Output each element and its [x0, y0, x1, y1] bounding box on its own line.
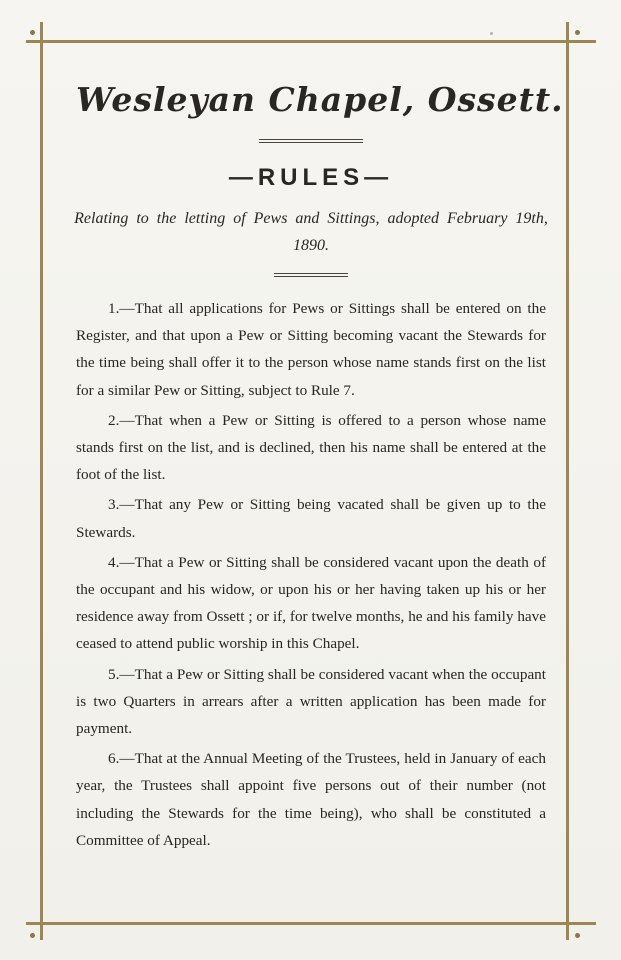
divider — [274, 273, 348, 277]
rule-item: 2.—That when a Pew or Sitting is offered to a person whose name stands first on the list, and is declined, then his name shall be entered at the foot of the list. — [76, 411, 546, 484]
corner-dot-icon — [575, 30, 580, 35]
border-bottom-line — [26, 922, 596, 925]
subtitle: Relating to the letting of Pews and Sittings, adopted February 19th, 1890. — [74, 210, 548, 254]
corner-dot-icon — [30, 30, 35, 35]
corner-dot-icon — [30, 933, 35, 938]
border-right-line — [566, 22, 569, 940]
document-body — [74, 70, 564, 857]
rule-item: 3.—That any Pew or Sitting being vacated shall be given up to the Stewards. — [76, 496, 546, 541]
paper-mark — [490, 32, 493, 35]
page-title: Wesleyan Chapel, Ossett. — [76, 80, 564, 119]
rule-item: 4.—That a Pew or Sitting shall be considered vacant upon the death of the occupant and his widow, or upon his or her having taken up his or her residence away from Ossett ; or if, for twelve months, he and his family have ceased to attend public worship in this Chapel. — [76, 553, 546, 653]
border-top-line — [26, 40, 596, 43]
corner-dot-icon — [575, 933, 580, 938]
rules-heading: —RULES— — [228, 164, 394, 191]
rule-item: 5.—That a Pew or Sitting shall be considered vacant when the occupant is two Quarters in arrears after a written application has been made for payment. — [76, 665, 546, 738]
rules-list — [76, 295, 546, 854]
border-left-line — [40, 22, 43, 940]
rule-item: 1.—That all applications for Pews or Sittings shall be entered on the Register, and that upon a Pew or Sitting becoming vacant the Stewards for the time being shall offer it to the person whose name stands first on the list for a similar Pew or Sitting, subject to Rule 7. — [76, 300, 546, 399]
rule-item: 6.—That at the Annual Meeting of the Trustees, held in January of each year, the Trustees shall appoint five persons out of their number (not including the Stewards for the time being), who shall be constituted a Committee of Appeal. — [76, 750, 546, 849]
divider — [259, 139, 363, 143]
